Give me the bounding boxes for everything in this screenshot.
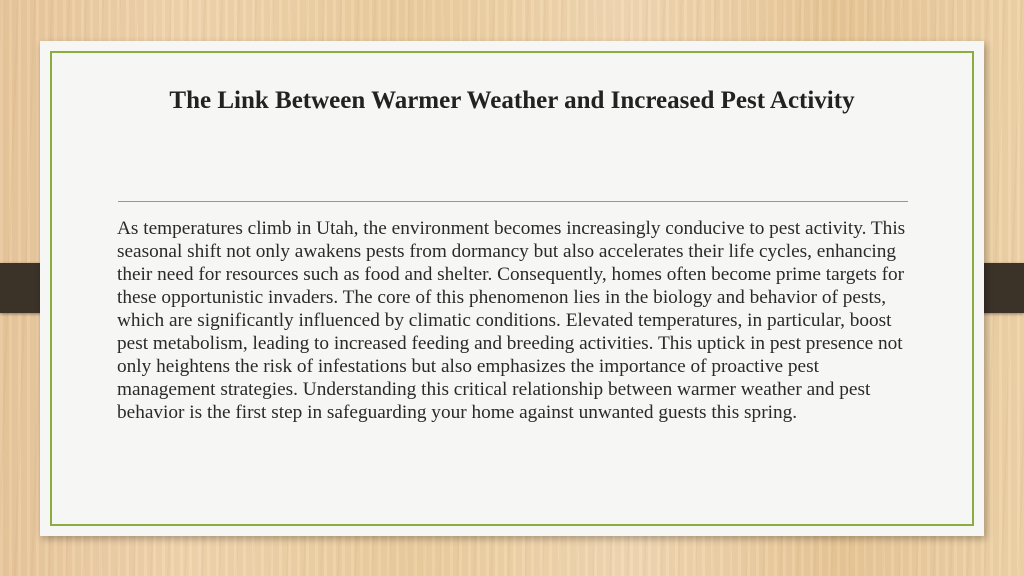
slide-body-text: As temperatures climb in Utah, the environment becomes increasingly conducive to pest activity. This seasonal shift not only awakens pests from dormancy but also accelerates their life cycles, enhancing their need for resources such as food and shelter. Consequently, homes often become prime targets for these opportunistic invaders. The core of this phenomenon lies in the biology and behavior of pests, which are significantly influenced by climatic conditions. Elevated temperatures, in particular, boost pest metabolism, leading to increased feeding and breeding activities. This uptick in pest presence not only heightens the risk of infestations but also emphasizes the importance of proactive pest management strategies. Understanding this critical relationship between warmer weather and pest behavior is the first step in safeguarding your home against unwanted guests this spring. bbox=[117, 218, 906, 423]
slide-title: The Link Between Warmer Weather and Increased Pest Activity bbox=[169, 87, 855, 114]
slide-card bbox=[40, 41, 984, 536]
title-divider bbox=[118, 201, 908, 202]
